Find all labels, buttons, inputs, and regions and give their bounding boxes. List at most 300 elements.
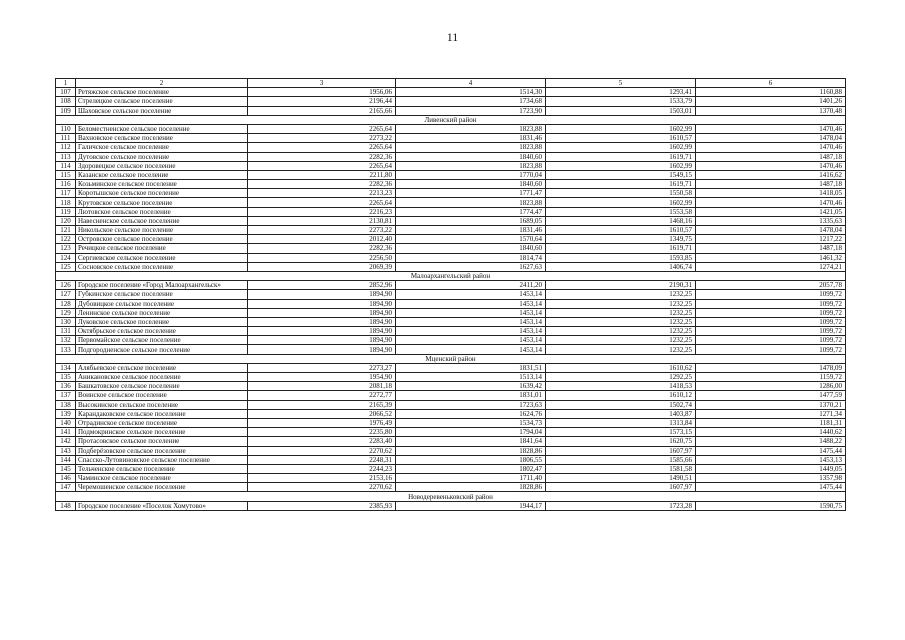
settlement-name: Подгородненское сельское поселение — [76, 345, 248, 354]
value-col-3: 2081,18 — [248, 382, 396, 391]
value-col-6: 1488,22 — [696, 437, 846, 446]
settlement-name: Чаминское сельское поселение — [76, 474, 248, 483]
value-col-5: 1349,75 — [546, 235, 696, 244]
value-col-4: 1453,14 — [396, 317, 546, 326]
row-number: 109 — [56, 106, 76, 115]
value-col-5: 1549,15 — [546, 170, 696, 179]
value-col-4: 1840,60 — [396, 180, 546, 189]
settlement-name: Сосновское сельское поселение — [76, 262, 248, 271]
value-col-6: 1449,05 — [696, 464, 846, 473]
value-col-5: 1619,71 — [546, 244, 696, 253]
table-row — [56, 106, 846, 115]
value-col-6: 1475,44 — [696, 446, 846, 455]
value-col-4: 1624,76 — [396, 409, 546, 418]
settlement-name: Подмокринское сельское поселение — [76, 428, 248, 437]
settlement-name: Ленинское сельское поселение — [76, 308, 248, 317]
table-row — [56, 327, 846, 336]
value-col-5: 1403,87 — [546, 409, 696, 418]
settlement-name: Протасовское сельское поселение — [76, 437, 248, 446]
row-number: 147 — [56, 483, 76, 492]
table-row — [56, 216, 846, 225]
row-number: 118 — [56, 198, 76, 207]
settlement-name: Козьминское сельское поселение — [76, 180, 248, 189]
value-col-6: 1370,48 — [696, 106, 846, 115]
value-col-6: 1181,31 — [696, 418, 846, 427]
value-col-5: 1607,97 — [546, 446, 696, 455]
value-col-4: 1453,14 — [396, 336, 546, 345]
value-col-4: 1570,64 — [396, 235, 546, 244]
table-row — [56, 88, 846, 97]
value-col-6: 1370,21 — [696, 400, 846, 409]
value-col-4: 1831,01 — [396, 391, 546, 400]
value-col-6: 1487,18 — [696, 180, 846, 189]
value-col-6: 1487,18 — [696, 152, 846, 161]
value-col-5: 2190,31 — [546, 281, 696, 290]
value-col-6: 1478,04 — [696, 134, 846, 143]
value-col-4: 1513,14 — [396, 373, 546, 382]
settlement-name: Башкатовское сельское поселение — [76, 382, 248, 391]
settlement-name: Луковское сельское поселение — [76, 317, 248, 326]
table-row — [56, 474, 846, 483]
value-col-3: 2153,16 — [248, 474, 396, 483]
value-col-4: 1771,47 — [396, 189, 546, 198]
settlement-name: Карандаковское сельское поселение — [76, 409, 248, 418]
settlement-name: Коротышское сельское поселение — [76, 189, 248, 198]
table-row — [56, 299, 846, 308]
value-col-4: 1514,30 — [396, 88, 546, 97]
value-col-6: 2057,78 — [696, 281, 846, 290]
value-col-4: 1828,86 — [396, 446, 546, 455]
value-col-4: 1627,63 — [396, 262, 546, 271]
value-col-5: 1620,75 — [546, 437, 696, 446]
value-col-4: 1689,05 — [396, 216, 546, 225]
settlement-name: Черемошенское сельское поселение — [76, 483, 248, 492]
value-col-5: 1553,58 — [546, 207, 696, 216]
row-number: 145 — [56, 464, 76, 473]
value-col-5: 1607,97 — [546, 483, 696, 492]
value-col-5: 1232,25 — [546, 336, 696, 345]
value-col-3: 2165,66 — [248, 106, 396, 115]
value-col-5: 1610,62 — [546, 363, 696, 372]
value-col-5: 1602,99 — [546, 124, 696, 133]
row-number: 110 — [56, 124, 76, 133]
value-col-5: 1313,84 — [546, 418, 696, 427]
tariff-table — [55, 78, 846, 511]
settlement-name: Спасско-Лутовиновское сельское поселение — [76, 455, 248, 464]
section-header-row — [56, 271, 846, 280]
settlement-name: Островское сельское поселение — [76, 235, 248, 244]
value-col-3: 1956,06 — [248, 88, 396, 97]
table-row — [56, 373, 846, 382]
value-col-5: 1550,58 — [546, 189, 696, 198]
row-number: 127 — [56, 290, 76, 299]
table-row — [56, 446, 846, 455]
settlement-name: Октябрьское сельское поселение — [76, 327, 248, 336]
row-number: 133 — [56, 345, 76, 354]
settlement-name: Здоровецкое сельское поселение — [76, 161, 248, 170]
value-col-3: 1894,90 — [248, 299, 396, 308]
row-number: 129 — [56, 308, 76, 317]
value-col-6: 1286,00 — [696, 382, 846, 391]
value-col-4: 1802,47 — [396, 464, 546, 473]
value-col-3: 2196,44 — [248, 97, 396, 106]
value-col-5: 1468,16 — [546, 216, 696, 225]
value-col-3: 2270,62 — [248, 446, 396, 455]
value-col-4: 1831,46 — [396, 134, 546, 143]
row-number: 116 — [56, 180, 76, 189]
value-col-6: 1477,59 — [696, 391, 846, 400]
district-title: Ливенский район — [56, 115, 846, 124]
row-number: 134 — [56, 363, 76, 372]
value-col-3: 1954,90 — [248, 373, 396, 382]
settlement-name: Лютовское сельское поселение — [76, 207, 248, 216]
value-col-4: 1723,90 — [396, 106, 546, 115]
table-row — [56, 400, 846, 409]
value-col-4: 1770,04 — [396, 170, 546, 179]
value-col-5: 1406,74 — [546, 262, 696, 271]
value-col-4: 1840,60 — [396, 244, 546, 253]
row-number: 124 — [56, 253, 76, 262]
table-row — [56, 244, 846, 253]
settlement-name: Алябьевское сельское поселение — [76, 363, 248, 372]
table-row — [56, 483, 846, 492]
value-col-6: 1461,32 — [696, 253, 846, 262]
table-row — [56, 455, 846, 464]
header-cell-6: 6 — [696, 79, 846, 88]
header-cell-2: 2 — [76, 79, 248, 88]
header-cell-1: 1 — [56, 79, 76, 88]
value-col-6: 1335,63 — [696, 216, 846, 225]
value-col-5: 1490,51 — [546, 474, 696, 483]
value-col-3: 2265,64 — [248, 124, 396, 133]
value-col-3: 2211,80 — [248, 170, 396, 179]
value-col-3: 2130,81 — [248, 216, 396, 225]
value-col-4: 1453,14 — [396, 308, 546, 317]
value-col-3: 2165,39 — [248, 400, 396, 409]
value-col-3: 2273,22 — [248, 226, 396, 235]
table-row — [56, 180, 846, 189]
settlement-name: Никольское сельское поселение — [76, 226, 248, 235]
value-col-5: 1232,25 — [546, 299, 696, 308]
value-col-5: 1232,25 — [546, 308, 696, 317]
value-col-5: 1573,15 — [546, 428, 696, 437]
row-number: 131 — [56, 327, 76, 336]
value-col-6: 1099,72 — [696, 317, 846, 326]
value-col-6: 1099,72 — [696, 299, 846, 308]
value-col-3: 2282,36 — [248, 244, 396, 253]
value-col-3: 2265,64 — [248, 161, 396, 170]
table-row — [56, 253, 846, 262]
value-col-5: 1232,25 — [546, 290, 696, 299]
table-row — [56, 198, 846, 207]
value-col-4: 1841,64 — [396, 437, 546, 446]
row-number: 119 — [56, 207, 76, 216]
table-row — [56, 317, 846, 326]
value-col-5: 1602,99 — [546, 198, 696, 207]
settlement-name: Речицкое сельское поселение — [76, 244, 248, 253]
district-title: Новодеревеньковский район — [56, 492, 846, 501]
row-number: 140 — [56, 418, 76, 427]
settlement-name: Навесненское сельское поселение — [76, 216, 248, 225]
value-col-6: 1470,46 — [696, 161, 846, 170]
settlement-name: Высокинское сельское поселение — [76, 400, 248, 409]
value-col-5: 1232,25 — [546, 317, 696, 326]
value-col-6: 1416,62 — [696, 170, 846, 179]
table-row — [56, 382, 846, 391]
section-header-row — [56, 115, 846, 124]
value-col-3: 2385,93 — [248, 501, 396, 510]
table-row — [56, 418, 846, 427]
value-col-3: 1894,90 — [248, 327, 396, 336]
settlement-name: Тельченское сельское поселение — [76, 464, 248, 473]
value-col-6: 1470,46 — [696, 198, 846, 207]
value-col-3: 2852,96 — [248, 281, 396, 290]
value-col-5: 1581,58 — [546, 464, 696, 473]
value-col-4: 1534,73 — [396, 418, 546, 427]
value-col-6: 1478,04 — [696, 226, 846, 235]
value-col-4: 1794,04 — [396, 428, 546, 437]
value-col-3: 2273,27 — [248, 363, 396, 372]
row-number: 136 — [56, 382, 76, 391]
value-col-6: 1453,13 — [696, 455, 846, 464]
table-row — [56, 336, 846, 345]
row-number: 126 — [56, 281, 76, 290]
value-col-5: 1232,25 — [546, 345, 696, 354]
row-number: 112 — [56, 143, 76, 152]
settlement-name: Сергиевское сельское поселение — [76, 253, 248, 262]
value-col-4: 1734,68 — [396, 97, 546, 106]
value-col-6: 1160,88 — [696, 88, 846, 97]
section-header-row — [56, 492, 846, 501]
table-row — [56, 437, 846, 446]
row-number: 139 — [56, 409, 76, 418]
value-col-6: 1099,72 — [696, 336, 846, 345]
header-row — [56, 79, 846, 88]
value-col-6: 1590,75 — [696, 501, 846, 510]
value-col-3: 2216,23 — [248, 207, 396, 216]
table-row — [56, 501, 846, 510]
value-col-3: 2256,50 — [248, 253, 396, 262]
row-number: 111 — [56, 134, 76, 143]
value-col-3: 2213,23 — [248, 189, 396, 198]
value-col-6: 1440,62 — [696, 428, 846, 437]
settlement-name: Крутовское сельское поселение — [76, 198, 248, 207]
header-cell-5: 5 — [546, 79, 696, 88]
value-col-6: 1401,26 — [696, 97, 846, 106]
page-number: 11 — [446, 30, 459, 44]
row-number: 135 — [56, 373, 76, 382]
value-col-5: 1593,85 — [546, 253, 696, 262]
value-col-6: 1099,72 — [696, 327, 846, 336]
value-col-3: 2012,40 — [248, 235, 396, 244]
value-col-4: 2411,20 — [396, 281, 546, 290]
table-row — [56, 363, 846, 372]
table-row — [56, 464, 846, 473]
row-number: 117 — [56, 189, 76, 198]
value-col-3: 1894,90 — [248, 308, 396, 317]
row-number: 132 — [56, 336, 76, 345]
table-row — [56, 345, 846, 354]
row-number: 137 — [56, 391, 76, 400]
settlement-name: Аникановское сельское поселение — [76, 373, 248, 382]
value-col-5: 1418,53 — [546, 382, 696, 391]
value-col-4: 1823,88 — [396, 124, 546, 133]
row-number: 141 — [56, 428, 76, 437]
row-number: 114 — [56, 161, 76, 170]
value-col-5: 1502,74 — [546, 400, 696, 409]
value-col-4: 1806,55 — [396, 455, 546, 464]
settlement-name: Губкинское сельское поселение — [76, 290, 248, 299]
settlement-name: Дубовицкое сельское поселение — [76, 299, 248, 308]
value-col-6: 1478,09 — [696, 363, 846, 372]
value-col-5: 1292,25 — [546, 373, 696, 382]
value-col-5: 1619,71 — [546, 152, 696, 161]
table-row — [56, 391, 846, 400]
value-col-4: 1823,88 — [396, 161, 546, 170]
row-number: 120 — [56, 216, 76, 225]
table-row — [56, 134, 846, 143]
row-number: 138 — [56, 400, 76, 409]
value-col-3: 1894,90 — [248, 336, 396, 345]
settlement-name: Воинское сельское поселение — [76, 391, 248, 400]
header-cell-3: 3 — [248, 79, 396, 88]
value-col-5: 1602,99 — [546, 143, 696, 152]
settlement-name: Ретяжское сельское поселение — [76, 88, 248, 97]
row-number: 128 — [56, 299, 76, 308]
section-header-row — [56, 354, 846, 363]
table-row — [56, 226, 846, 235]
value-col-3: 2265,64 — [248, 143, 396, 152]
value-col-3: 2248,31 — [248, 455, 396, 464]
value-col-6: 1357,98 — [696, 474, 846, 483]
value-col-3: 1894,90 — [248, 345, 396, 354]
table-row — [56, 189, 846, 198]
value-col-3: 2273,22 — [248, 134, 396, 143]
table-row — [56, 161, 846, 170]
table-row — [56, 290, 846, 299]
value-col-4: 1639,42 — [396, 382, 546, 391]
value-col-5: 1610,12 — [546, 391, 696, 400]
value-col-3: 2283,40 — [248, 437, 396, 446]
value-col-4: 1823,88 — [396, 198, 546, 207]
row-number: 113 — [56, 152, 76, 161]
table-row — [56, 308, 846, 317]
settlement-name: Первомайское сельское поселение — [76, 336, 248, 345]
settlement-name: Подберёзовское сельское поселение — [76, 446, 248, 455]
value-col-4: 1453,14 — [396, 345, 546, 354]
table-row — [56, 281, 846, 290]
value-col-6: 1470,46 — [696, 124, 846, 133]
value-col-3: 2066,52 — [248, 409, 396, 418]
value-col-4: 1944,17 — [396, 501, 546, 510]
row-number: 121 — [56, 226, 76, 235]
value-col-4: 1828,86 — [396, 483, 546, 492]
settlement-name: Отрадинское сельское поселение — [76, 418, 248, 427]
value-col-6: 1099,72 — [696, 345, 846, 354]
row-number: 122 — [56, 235, 76, 244]
value-col-4: 1840,60 — [396, 152, 546, 161]
value-col-4: 1823,88 — [396, 143, 546, 152]
row-number: 123 — [56, 244, 76, 253]
value-col-6: 1274,21 — [696, 262, 846, 271]
value-col-3: 2244,23 — [248, 464, 396, 473]
header-cell-4: 4 — [396, 79, 546, 88]
value-col-5: 1533,79 — [546, 97, 696, 106]
value-col-6: 1099,72 — [696, 290, 846, 299]
value-col-5: 1619,71 — [546, 180, 696, 189]
value-col-4: 1814,74 — [396, 253, 546, 262]
table-row — [56, 262, 846, 271]
value-col-6: 1418,05 — [696, 189, 846, 198]
table-row — [56, 235, 846, 244]
settlement-name: Городское поселение «Поселок Хомутово» — [76, 501, 248, 510]
value-col-4: 1831,46 — [396, 226, 546, 235]
table-row — [56, 124, 846, 133]
table-row — [56, 170, 846, 179]
settlement-name: Шаховское сельское поселение — [76, 106, 248, 115]
value-col-5: 1232,25 — [546, 327, 696, 336]
value-col-3: 2235,80 — [248, 428, 396, 437]
row-number: 108 — [56, 97, 76, 106]
value-col-5: 1293,41 — [546, 88, 696, 97]
row-number: 143 — [56, 446, 76, 455]
table-row — [56, 207, 846, 216]
settlement-name: Стрелецкое сельское поселение — [76, 97, 248, 106]
value-col-4: 1453,14 — [396, 290, 546, 299]
row-number: 107 — [56, 88, 76, 97]
value-col-4: 1453,14 — [396, 327, 546, 336]
value-col-3: 2265,64 — [248, 198, 396, 207]
value-col-3: 1976,49 — [248, 418, 396, 427]
value-col-4: 1711,40 — [396, 474, 546, 483]
value-col-6: 1475,44 — [696, 483, 846, 492]
row-number: 142 — [56, 437, 76, 446]
district-title: Малоархангельский район — [56, 271, 846, 280]
row-number: 144 — [56, 455, 76, 464]
table-row — [56, 152, 846, 161]
table-row — [56, 97, 846, 106]
value-col-4: 1831,51 — [396, 363, 546, 372]
value-col-3: 2069,39 — [248, 262, 396, 271]
value-col-5: 1610,57 — [546, 134, 696, 143]
value-col-5: 1503,01 — [546, 106, 696, 115]
value-col-6: 1421,05 — [696, 207, 846, 216]
settlement-name: Вахновское сельское поселение — [76, 134, 248, 143]
value-col-3: 1894,90 — [248, 317, 396, 326]
value-col-5: 1585,66 — [546, 455, 696, 464]
settlement-name: Галичское сельское поселение — [76, 143, 248, 152]
settlement-name: Городское поселение «Город Малоархангельск» — [76, 281, 248, 290]
value-col-6: 1099,72 — [696, 308, 846, 317]
row-number: 146 — [56, 474, 76, 483]
value-col-4: 1453,14 — [396, 299, 546, 308]
value-col-6: 1217,22 — [696, 235, 846, 244]
value-col-6: 1487,18 — [696, 244, 846, 253]
settlement-name: Казанское сельское поселение — [76, 170, 248, 179]
settlement-name: Беломестненское сельское поселение — [76, 124, 248, 133]
table-row — [56, 143, 846, 152]
value-col-5: 1610,57 — [546, 226, 696, 235]
settlement-name: Дутовское сельское поселение — [76, 152, 248, 161]
value-col-3: 2272,77 — [248, 391, 396, 400]
table-row — [56, 409, 846, 418]
row-number: 125 — [56, 262, 76, 271]
value-col-3: 2270,62 — [248, 483, 396, 492]
table-row — [56, 428, 846, 437]
value-col-6: 1271,34 — [696, 409, 846, 418]
value-col-5: 1602,99 — [546, 161, 696, 170]
value-col-6: 1470,46 — [696, 143, 846, 152]
